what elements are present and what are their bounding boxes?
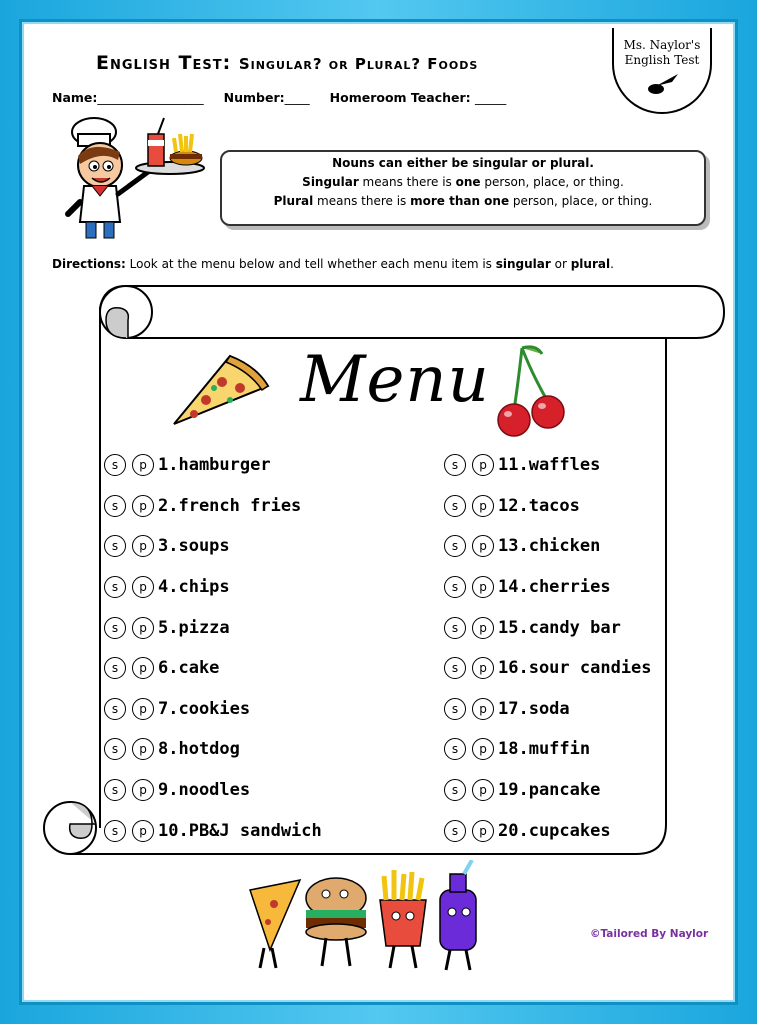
menu-item-label: 19.pancake bbox=[498, 780, 601, 801]
singular-choice[interactable]: s bbox=[444, 698, 466, 720]
plural-choice[interactable]: p bbox=[472, 576, 494, 598]
menu-item bbox=[444, 486, 652, 527]
menu-item-label: 9.noodles bbox=[158, 780, 251, 801]
menu-item bbox=[104, 445, 322, 486]
singular-choice[interactable]: s bbox=[104, 576, 126, 598]
singular-choice[interactable]: s bbox=[444, 738, 466, 760]
menu-item-label: 8.hotdog bbox=[158, 739, 240, 760]
singular-choice[interactable]: s bbox=[104, 454, 126, 476]
menu-item bbox=[444, 689, 652, 730]
plural-choice[interactable]: p bbox=[132, 535, 154, 557]
menu-item-label: 1.hamburger bbox=[158, 455, 271, 476]
menu-item bbox=[104, 729, 322, 770]
credit-text: ©Tailored By Naylor bbox=[590, 928, 709, 940]
singular-choice[interactable]: s bbox=[444, 576, 466, 598]
menu-item bbox=[104, 486, 322, 527]
definition-line-1: Nouns can either be singular or plural. bbox=[332, 156, 594, 170]
menu-item bbox=[104, 689, 322, 730]
singular-choice[interactable]: s bbox=[104, 698, 126, 720]
plural-choice[interactable]: p bbox=[472, 535, 494, 557]
singular-choice[interactable]: s bbox=[104, 820, 126, 842]
plural-choice[interactable]: p bbox=[472, 698, 494, 720]
menu-item-label: 13.chicken bbox=[498, 536, 601, 557]
menu-item bbox=[104, 526, 322, 567]
pizza-slice-icon bbox=[170, 352, 270, 432]
student-info-row bbox=[52, 90, 506, 105]
plural-choice[interactable]: p bbox=[132, 495, 154, 517]
menu-item-label: 10.PB&J sandwich bbox=[158, 820, 322, 841]
number-field[interactable]: Number:____ bbox=[223, 90, 310, 105]
singular-choice[interactable]: s bbox=[444, 657, 466, 679]
plural-choice[interactable]: p bbox=[472, 657, 494, 679]
menu-item bbox=[444, 810, 652, 851]
singular-choice[interactable]: s bbox=[444, 779, 466, 801]
menu-list-left bbox=[104, 445, 322, 851]
menu-list-right bbox=[444, 445, 652, 851]
menu-item-label: 15.candy bar bbox=[498, 617, 621, 638]
menu-item bbox=[444, 729, 652, 770]
food-characters-icon bbox=[240, 860, 500, 975]
menu-item-label: 2.french fries bbox=[158, 495, 302, 516]
plural-choice[interactable]: p bbox=[472, 779, 494, 801]
name-field[interactable]: Name:_________________ bbox=[52, 90, 204, 105]
menu-item-label: 6.cake bbox=[158, 658, 220, 679]
singular-choice[interactable]: s bbox=[444, 495, 466, 517]
plural-choice[interactable]: p bbox=[132, 698, 154, 720]
menu-item-label: 12.tacos bbox=[498, 495, 580, 516]
menu-item-label: 7.cookies bbox=[158, 698, 251, 719]
plural-choice[interactable]: p bbox=[132, 576, 154, 598]
menu-item-label: 16.sour candies bbox=[498, 658, 652, 679]
menu-item bbox=[444, 526, 652, 567]
plural-choice[interactable]: p bbox=[472, 495, 494, 517]
menu-item bbox=[104, 648, 322, 689]
badge-line-2: English Test bbox=[624, 53, 700, 67]
singular-choice[interactable]: s bbox=[444, 454, 466, 476]
definition-line-3: Plural means there is more than one person, place, or thing. bbox=[273, 194, 653, 208]
menu-title: Menu bbox=[300, 343, 490, 417]
singular-choice[interactable]: s bbox=[444, 617, 466, 639]
singular-choice[interactable]: s bbox=[104, 738, 126, 760]
plural-choice[interactable]: p bbox=[132, 738, 154, 760]
menu-item-label: 3.soups bbox=[158, 536, 230, 557]
menu-item-label: 17.soda bbox=[498, 698, 570, 719]
menu-item bbox=[444, 770, 652, 811]
plural-choice[interactable]: p bbox=[472, 738, 494, 760]
singular-choice[interactable]: s bbox=[444, 820, 466, 842]
singular-choice[interactable]: s bbox=[104, 535, 126, 557]
title-rest: Singular? or Plural? Foods bbox=[238, 55, 479, 73]
menu-item-label: 4.chips bbox=[158, 577, 230, 598]
plural-choice[interactable]: p bbox=[472, 617, 494, 639]
directions: Directions: Look at the menu below and tell whether each menu item is singular or plural. bbox=[52, 257, 614, 271]
menu-item-label: 18.muffin bbox=[498, 739, 591, 760]
menu-item bbox=[104, 567, 322, 608]
menu-item bbox=[104, 770, 322, 811]
plural-choice[interactable]: p bbox=[132, 820, 154, 842]
chef-illustration-icon bbox=[52, 110, 212, 245]
menu-item bbox=[444, 567, 652, 608]
singular-choice[interactable]: s bbox=[104, 495, 126, 517]
title-main: English Test: bbox=[96, 52, 232, 74]
singular-choice[interactable]: s bbox=[444, 535, 466, 557]
plural-choice[interactable]: p bbox=[132, 779, 154, 801]
homeroom-field[interactable]: Homeroom Teacher: _____ bbox=[329, 90, 507, 105]
definition-line-2: Singular means there is one person, place, or thing. bbox=[302, 175, 624, 189]
singular-choice[interactable]: s bbox=[104, 617, 126, 639]
plural-choice[interactable]: p bbox=[132, 617, 154, 639]
menu-item bbox=[104, 810, 322, 851]
menu-item-label: 11.waffles bbox=[498, 455, 601, 476]
badge-line-1: Ms. Naylor's bbox=[623, 38, 701, 52]
menu-item bbox=[444, 445, 652, 486]
definition-box bbox=[220, 150, 706, 226]
menu-item bbox=[104, 607, 322, 648]
singular-choice[interactable]: s bbox=[104, 779, 126, 801]
singular-choice[interactable]: s bbox=[104, 657, 126, 679]
menu-item bbox=[444, 648, 652, 689]
quill-inkwell-icon bbox=[642, 72, 682, 94]
plural-choice[interactable]: p bbox=[472, 820, 494, 842]
menu-item-label: 14.cherries bbox=[498, 577, 611, 598]
plural-choice[interactable]: p bbox=[472, 454, 494, 476]
page-title bbox=[96, 52, 478, 74]
plural-choice[interactable]: p bbox=[132, 657, 154, 679]
plural-choice[interactable]: p bbox=[132, 454, 154, 476]
menu-item-label: 5.pizza bbox=[158, 617, 230, 638]
menu-item bbox=[444, 607, 652, 648]
menu-item-label: 20.cupcakes bbox=[498, 820, 611, 841]
cherries-icon bbox=[492, 344, 572, 440]
